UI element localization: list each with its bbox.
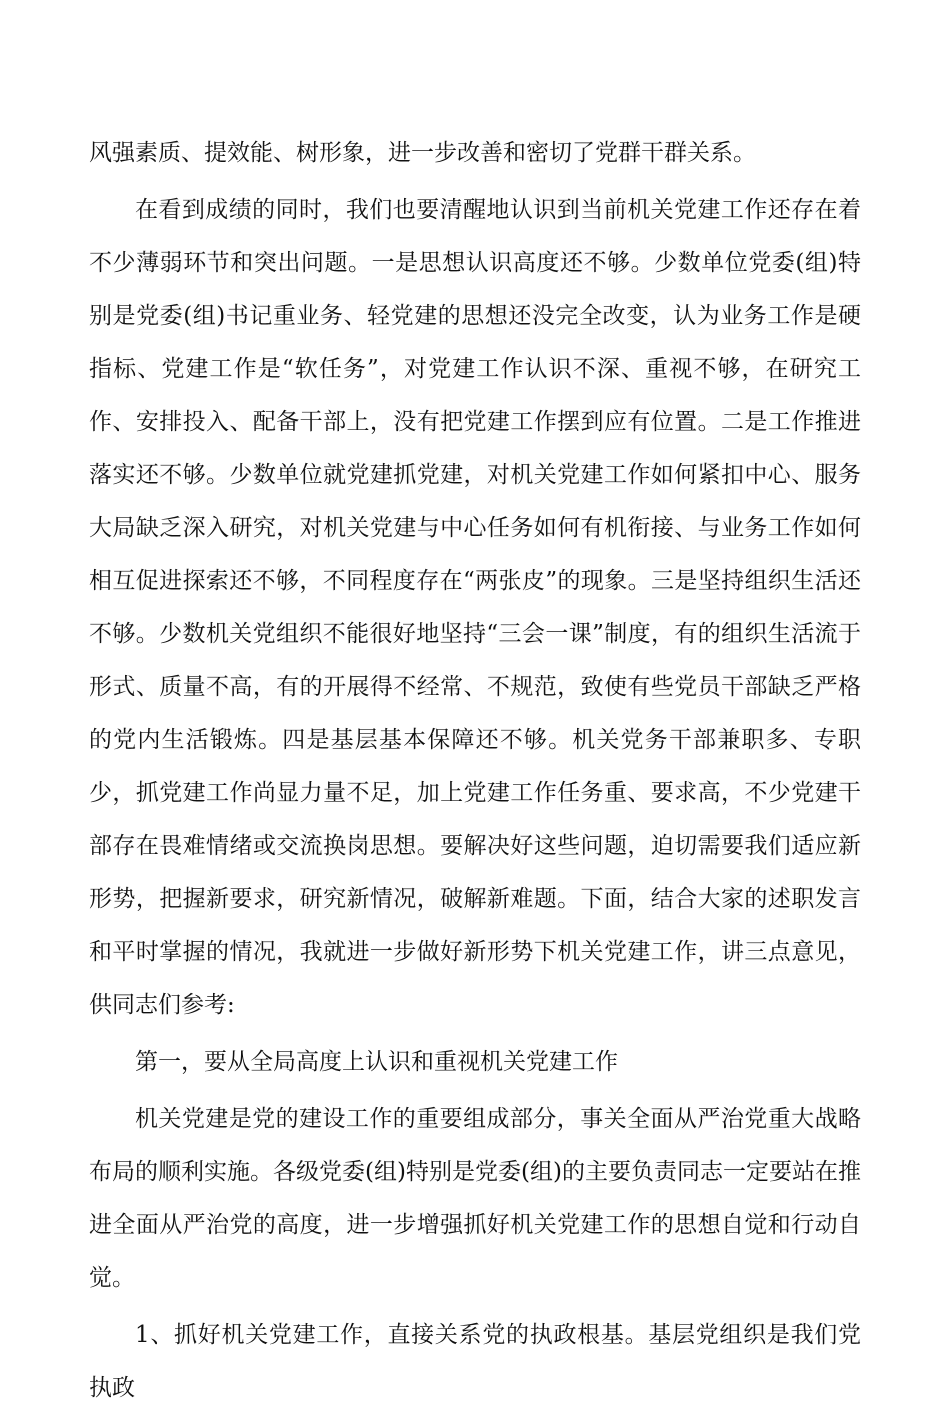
- section-heading-first: 第一，要从全局高度上认识和重视机关党建工作: [135, 1049, 618, 1075]
- paragraph-problems: 在看到成绩的同时，我们也要清醒地认识到当前机关党建工作还存在着不少薄弱环节和突出问题。一是思想认识高度还不够。少数单位党委(组)特别是党委(组)书记重业务、轻党建的思想还没完全改变，认为业务工作是硬指标、党建工作是“软任务”，对党建工作认识不深、重视不够，在研究工作、安排投入、配备干部上，没有把党建工作摆到应有位置。二是工作推进落实还不够。少数单位就党建抓党建，对机关党建工作如何紧扣中心、服务大局缺乏深入研究，对机关党建与中心任务如何有机衔接、与业务工作如何相互促进探索还不够，不同程度存在“两张皮”的现象。三是坚持组织生活还不够。少数机关党组织不能很好地坚持“三会一课”制度，有的组织生活流于形式、质量不高，有的开展得不经常、不规范，致使有些党员干部缺乏严格的党内生活锻炼。四是基层基本保障还不够。机关党务干部兼职多、专职少，抓党建工作尚显力量不足，加上党建工作任务重、要求高，不少党建干部存在畏难情绪或交流换岗思想。要解决好这些问题，迫切需要我们适应新形势，把握新要求，研究新情况，破解新难题。下面，结合大家的述职发言和平时掌握的情况，我就进一步做好新形势下机关党建工作，讲三点意见，供同志们参考:: [89, 197, 861, 1018]
- paragraph-continuation: 风强素质、提效能、树形象，进一步改善和密切了党群干群关系。: [89, 140, 756, 166]
- paragraph-point-1: 1、抓好机关党建工作，直接关系党的执政根基。基层党组织是我们党执政: [89, 1322, 861, 1401]
- paragraph-party-building: 机关党建是党的建设工作的重要组成部分，事关全面从严治党重大战略布局的顺利实施。各级党委(组)特别是党委(组)的主要负责同志一定要站在推进全面从严治党的高度，进一步增强抓好机关党建工作的思想自觉和行动自觉。: [89, 1106, 861, 1291]
- document-body: [89, 127, 861, 1415]
